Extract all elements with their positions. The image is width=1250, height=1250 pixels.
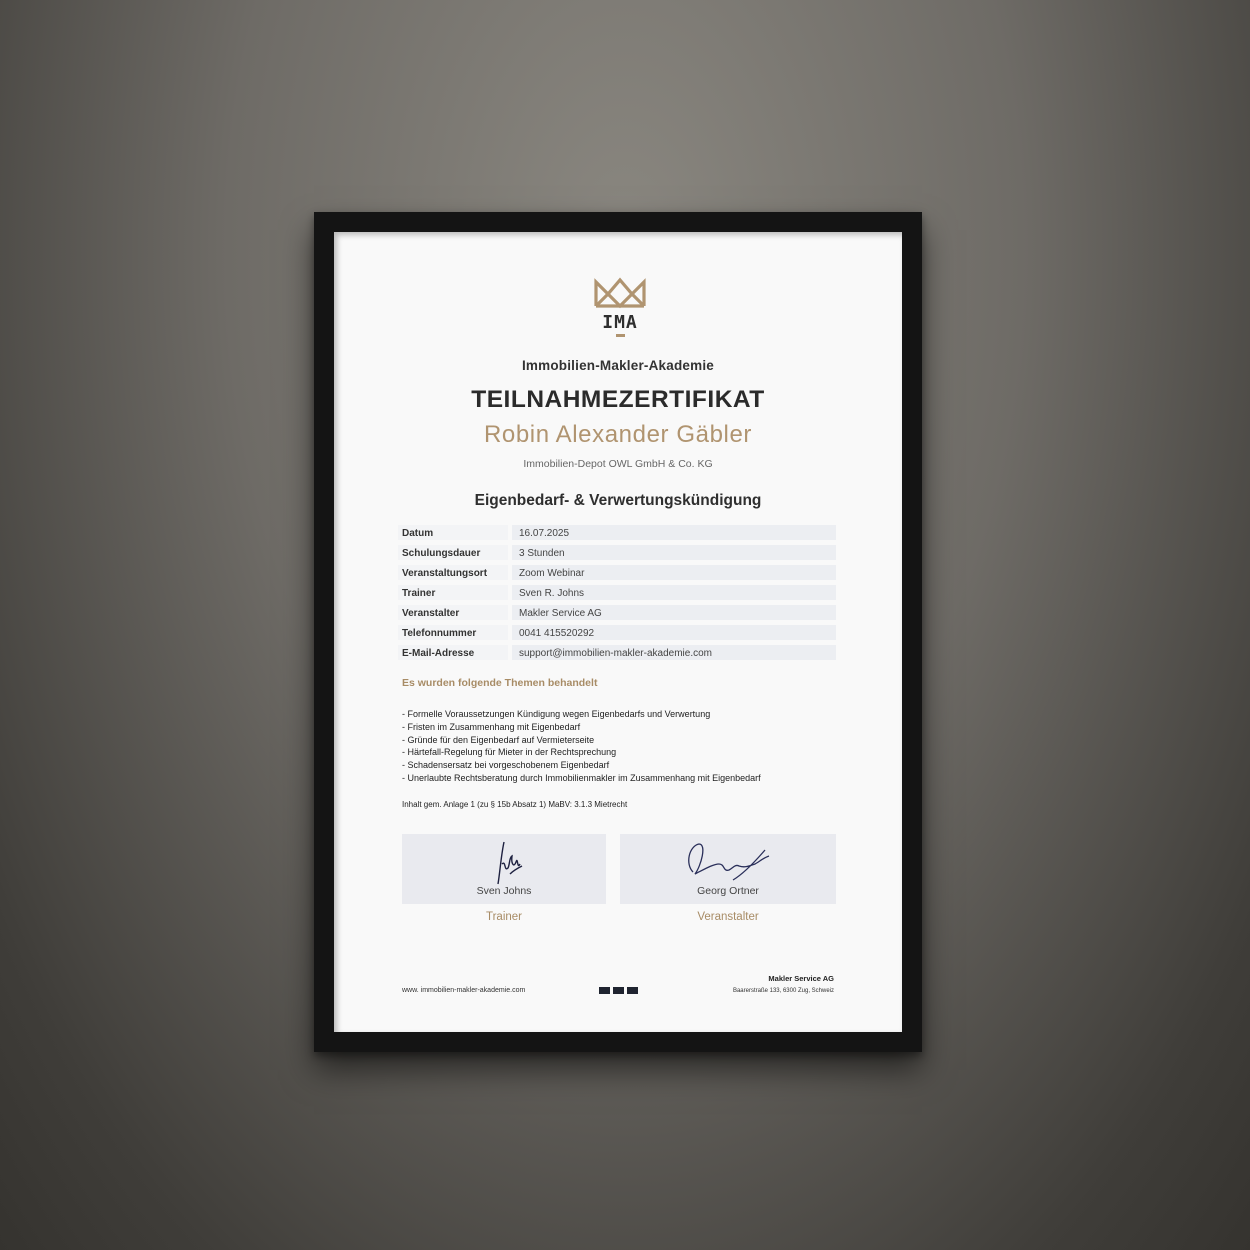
badge-icon <box>627 987 638 994</box>
details-table <box>398 524 836 664</box>
legal-note: Inhalt gem. Anlage 1 (zu § 15b Absatz 1) MaBV: 3.1.3 Mietrecht <box>402 800 628 809</box>
details-row-date <box>398 524 836 544</box>
topics-list <box>402 708 761 785</box>
topic-item: - Fristen im Zusammenhang mit Eigenbedarf <box>402 721 581 732</box>
ima-crown-logo <box>592 276 648 340</box>
topic-item: - Unerlaubte Rechtsberatung durch Immobilienmakler im Zusammenhang mit Eigenbedarf <box>402 772 761 783</box>
topic-item: - Schadensersatz bei vorgeschobenem Eigenbedarf <box>402 760 610 771</box>
footer-company: Makler Service AG <box>768 974 834 983</box>
details-label: Datum <box>402 528 434 539</box>
details-label: Veranstaltungsort <box>402 568 488 579</box>
footer-badges <box>599 987 638 994</box>
topic-item: - Formelle Voraussetzungen Kündigung wegen Eigenbedarfs und Verwertung <box>402 709 711 719</box>
signature-role-organizer: Veranstalter <box>697 911 759 923</box>
details-value: support@immobilien-makler-akademie.com <box>519 648 712 659</box>
topic-item: - Härtefall-Regelung für Mieter in der Rechtsprechung <box>402 747 617 758</box>
details-label: Veranstalter <box>402 608 460 619</box>
svg-text:IMA: IMA <box>602 312 638 333</box>
badge-icon <box>613 987 624 994</box>
signature-name: Sven Johns <box>476 885 532 897</box>
signature-organizer <box>673 834 783 890</box>
details-value: Makler Service AG <box>519 608 602 619</box>
signature-name: Georg Ortner <box>697 885 759 897</box>
details-value: 0041 415520292 <box>519 628 595 639</box>
topic-item: - Gründe für den Eigenbedarf auf Vermieterseite <box>402 734 595 745</box>
details-row-duration <box>398 544 836 564</box>
signature-trainer <box>474 834 534 890</box>
signature-role-trainer: Trainer <box>486 911 522 923</box>
footer-address: Baarerstraße 133, 6300 Zug, Schweiz <box>732 988 834 994</box>
details-label: E-Mail-Adresse <box>402 648 475 659</box>
signature-box-trainer <box>402 834 606 904</box>
details-row-phone <box>398 624 836 644</box>
details-label: Telefonnummer <box>402 628 477 639</box>
details-label: Schulungsdauer <box>402 548 481 559</box>
certificate-title: TEILNAHMEZERTIFIKAT <box>471 386 765 413</box>
details-row-organizer <box>398 604 836 624</box>
details-row-trainer <box>398 584 836 604</box>
course-title: Eigenbedarf- & Verwertungskündigung <box>474 492 762 509</box>
details-value: 16.07.2025 <box>519 528 570 539</box>
certificate-paper <box>334 232 902 1032</box>
details-value: Sven R. Johns <box>519 588 585 599</box>
details-label: Trainer <box>402 588 436 599</box>
topics-heading: Es wurden folgende Themen behandelt <box>402 677 598 689</box>
details-row-location <box>398 564 836 584</box>
details-value: Zoom Webinar <box>519 568 585 579</box>
recipient-company: Immobilien-Depot OWL GmbH & Co. KG <box>523 458 713 470</box>
details-value: 3 Stunden <box>519 548 565 559</box>
recipient-name: Robin Alexander Gäbler <box>483 421 753 448</box>
picture-frame <box>314 212 922 1052</box>
signature-box-organizer <box>620 834 836 904</box>
academy-name: Immobilien-Makler-Akademie <box>521 358 714 373</box>
footer-url: www. immobilien-makler-akademie.com <box>402 987 526 994</box>
details-row-email <box>398 644 836 664</box>
badge-icon <box>599 987 610 994</box>
